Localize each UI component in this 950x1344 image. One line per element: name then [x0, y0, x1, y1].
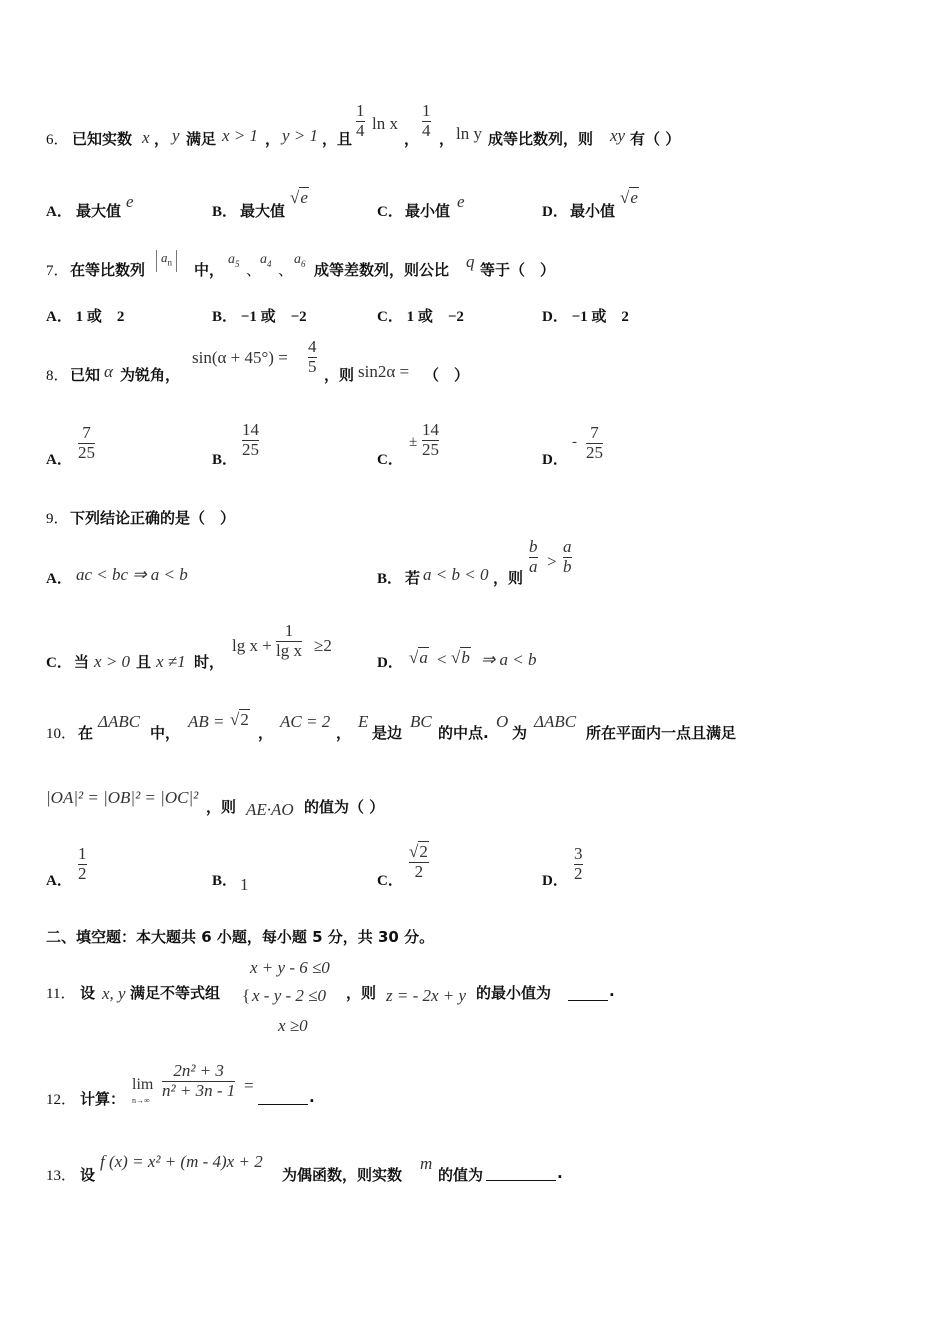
numerator: 7	[590, 423, 599, 442]
question-10	[46, 706, 906, 746]
question-11	[46, 956, 906, 1046]
sqrt-2: √2	[230, 710, 249, 729]
question-number: 9．	[46, 511, 69, 527]
numerator: b	[529, 537, 538, 556]
brace: {	[242, 986, 251, 1005]
question-text: 所在平面内一点且满足	[586, 724, 737, 742]
radicand: b	[461, 648, 470, 667]
question-text: 满足不等式组	[130, 984, 221, 1002]
less-than: <	[437, 650, 447, 669]
numerator: 2n² + 3	[173, 1061, 224, 1080]
math-expression: lg x +	[232, 636, 272, 655]
math-e: e	[126, 192, 134, 211]
denominator: 25	[78, 442, 95, 462]
question-text: 等于（ ）	[480, 261, 556, 279]
option-label: B．	[212, 204, 238, 220]
option-label: B．	[377, 571, 403, 587]
question-13	[46, 1148, 906, 1188]
math-expression: AB =	[188, 712, 225, 731]
numerator: 7	[82, 423, 91, 442]
question-text: ，则	[206, 798, 237, 816]
period: .	[557, 1164, 563, 1182]
math-expression: x > 0	[94, 652, 131, 671]
sqrt-e: √e	[290, 188, 308, 207]
numerator: 1	[422, 101, 431, 120]
question-text: 已知	[70, 366, 101, 384]
fraction	[78, 845, 87, 883]
section-heading: 二、填空题：本大题共 6 小题，每小题 5 分，共 30 分。	[46, 928, 435, 946]
math-vars: x, y	[102, 984, 126, 1003]
math-expression: ⇒ a < b	[481, 650, 537, 669]
option-label: B．	[212, 309, 238, 325]
option-text: 最大值	[240, 202, 286, 220]
question-text: 有（ ）	[630, 130, 681, 148]
option-label: D．	[542, 309, 568, 325]
separator: ，	[336, 724, 352, 742]
question-text: 的中点.	[438, 724, 489, 742]
option-label: C．	[377, 204, 403, 220]
math-expression: AC = 2	[280, 712, 331, 731]
sub: 6	[301, 258, 306, 269]
math-triangle: ΔABC	[98, 712, 141, 731]
separator: ，	[258, 724, 274, 742]
option-text: −1 或 2	[571, 309, 629, 325]
radicand: a	[419, 648, 428, 667]
option-text: 最大值	[76, 202, 122, 220]
question-text: 的值为	[438, 1166, 484, 1184]
math-xy: xy	[610, 126, 626, 145]
option-text: 最小值	[570, 202, 616, 220]
sign: ±	[409, 434, 418, 450]
question-number: 13．	[46, 1168, 77, 1184]
option-label: D．	[377, 655, 403, 671]
question-text: 设	[80, 1166, 96, 1184]
sequence-brace	[156, 250, 177, 272]
question-text: 已知实数	[72, 130, 133, 148]
question-text: ，且	[322, 130, 353, 148]
fraction	[308, 338, 317, 376]
math-m: m	[420, 1154, 433, 1173]
separator: ，	[265, 130, 281, 148]
question-text: 成等差数列，则公比	[314, 261, 450, 279]
math-dot-product: AE·AO	[246, 800, 294, 819]
denominator: 25	[586, 442, 603, 462]
greater-than: >	[547, 552, 557, 571]
denominator: 4	[356, 120, 365, 140]
numerator: 14	[242, 420, 259, 439]
math-expression: sin2α =	[358, 362, 410, 381]
math-expression: sin(α + 45°) =	[192, 348, 288, 367]
separator: ，	[154, 130, 170, 148]
option-label: D．	[542, 452, 568, 468]
answer-blank[interactable]	[568, 982, 608, 1001]
option-label: A．	[46, 309, 72, 325]
radicand: e	[630, 188, 638, 207]
separator: 、	[278, 261, 294, 279]
option-label: D．	[542, 873, 568, 889]
question-number: 11．	[46, 986, 76, 1002]
question-text: ，则	[324, 366, 355, 384]
option-a[interactable]	[46, 305, 124, 326]
fraction	[422, 102, 431, 140]
radicand: e	[300, 188, 308, 207]
math-o: O	[496, 712, 509, 731]
sqrt-e: √e	[620, 188, 638, 207]
option-label: B．	[212, 452, 238, 468]
math-e: E	[358, 712, 369, 731]
question-text: ，则	[346, 984, 377, 1002]
denominator: lg x	[276, 640, 302, 660]
question-number: 10．	[46, 726, 77, 742]
question-text: 成等比数列，则	[488, 130, 594, 148]
math-condition: y > 1	[282, 126, 319, 145]
option-label: C．	[46, 655, 72, 671]
option-label: C．	[377, 873, 403, 889]
limit-subscript: n→∞	[132, 1096, 150, 1105]
numerator: 1	[284, 621, 294, 640]
fraction	[242, 421, 259, 459]
denominator: 2	[78, 863, 87, 883]
math-q: q	[466, 252, 475, 271]
denominator: 25	[242, 439, 259, 459]
numerator: a	[563, 537, 572, 556]
math-bc: BC	[410, 712, 432, 731]
question-number: 12．	[46, 1092, 77, 1108]
inequality: x - y - 2 ≤0	[252, 986, 326, 1005]
radicand: 2	[240, 710, 249, 729]
numerator: 3	[574, 844, 583, 863]
math-function: f (x) = x² + (m - 4)x + 2	[100, 1152, 263, 1171]
sub: 4	[267, 258, 272, 269]
option-text: 当	[74, 653, 90, 671]
a: a	[294, 252, 301, 267]
question-text: 设	[80, 984, 96, 1002]
a: a	[228, 252, 235, 267]
period: .	[309, 1088, 315, 1106]
question-text: 下列结论正确的是（ ）	[70, 509, 236, 527]
math-ln-y: ln y	[456, 124, 482, 143]
option-label: D．	[542, 204, 568, 220]
math-objective: z = - 2x + y	[386, 986, 467, 1005]
term-a5	[228, 252, 240, 269]
option-text: −1 或 −2	[240, 309, 307, 325]
denominator: 25	[422, 439, 439, 459]
math-expression: x ≠1	[156, 652, 186, 671]
value: 1	[240, 875, 249, 894]
question-text: 是边	[372, 724, 403, 742]
option-text: 若	[405, 569, 421, 587]
fraction	[356, 102, 365, 140]
option-text: 1 或 −2	[406, 309, 464, 325]
question-text: 为	[512, 724, 528, 742]
denominator: n² + 3n - 1	[162, 1080, 236, 1100]
question-text: 的最小值为	[476, 984, 552, 1002]
question-number: 6．	[46, 132, 69, 148]
denominator: 2	[414, 861, 424, 881]
math-ln-x: ln x	[372, 114, 398, 133]
question-text: 在	[78, 724, 94, 742]
math-e: e	[457, 192, 465, 211]
separator: 、	[246, 261, 262, 279]
fraction	[78, 424, 95, 462]
option-text: 1 或 2	[75, 309, 125, 325]
fraction	[162, 1062, 235, 1100]
option-text: ，则	[493, 569, 524, 587]
sign: -	[572, 434, 577, 450]
math-triangle: ΔABC	[534, 712, 577, 731]
numerator: 1	[78, 844, 87, 863]
question-text: 满足	[186, 130, 217, 148]
option-d[interactable]	[542, 305, 629, 326]
question-text: 在等比数列	[70, 261, 146, 279]
question-number: 8．	[46, 368, 69, 384]
option-text: 且	[136, 653, 152, 671]
denominator: 4	[422, 120, 431, 140]
option-label: A．	[46, 204, 72, 220]
sqrt-b: √b	[451, 648, 470, 667]
option-label: A．	[46, 452, 72, 468]
math-expression: a < b < 0	[423, 565, 489, 584]
seq-sub: n	[167, 257, 172, 268]
term-a6	[294, 252, 306, 269]
fraction	[574, 845, 583, 883]
option-c[interactable]	[377, 305, 464, 326]
question-text: 中，	[194, 261, 225, 279]
option-b[interactable]	[212, 305, 307, 326]
option-label: B．	[212, 873, 238, 889]
math-y: y	[172, 126, 180, 145]
math-condition: x > 1	[222, 126, 259, 145]
option-label: C．	[377, 452, 403, 468]
term-a4	[260, 252, 272, 269]
math-x: x	[142, 128, 150, 147]
sqrt-2: √2	[409, 842, 428, 861]
fraction	[422, 421, 439, 459]
q9-row1	[46, 538, 896, 588]
question-12	[46, 1060, 906, 1120]
separator: ，	[439, 130, 455, 148]
denominator: b	[563, 556, 572, 576]
a: a	[260, 252, 267, 267]
fraction	[529, 538, 538, 576]
period: .	[609, 982, 615, 1000]
radicand: 2	[419, 842, 428, 861]
option-label: C．	[377, 309, 403, 325]
separator: ，	[404, 130, 420, 148]
numerator: 14	[422, 420, 439, 439]
question-number: 7．	[46, 263, 69, 279]
inequality: x ≥0	[278, 1016, 308, 1035]
denominator: 5	[308, 356, 317, 376]
question-text: 中，	[150, 724, 181, 742]
seq-a: a	[161, 250, 168, 265]
numerator: 4	[308, 337, 317, 356]
sqrt-a: √a	[409, 648, 428, 667]
fraction	[409, 843, 429, 881]
question-text: 的值为（ ）	[304, 798, 385, 816]
sub: 5	[235, 258, 240, 269]
math-equation: |OA|² = |OB|² = |OC|²	[46, 788, 199, 807]
math-expression: ≥2	[314, 636, 332, 655]
math-alpha: α	[104, 362, 113, 381]
denominator: a	[529, 556, 538, 576]
option-label: A．	[46, 873, 72, 889]
option-text: 最小值	[405, 202, 451, 220]
answer-blank[interactable]	[486, 1162, 556, 1181]
option-text: 时，	[194, 653, 225, 671]
equals: =	[244, 1076, 254, 1095]
question-text: 为锐角，	[120, 366, 181, 384]
question-text: （ ）	[424, 366, 470, 384]
math-expression: ac < bc ⇒ a < b	[76, 565, 188, 584]
limit: lim	[132, 1076, 154, 1093]
answer-blank[interactable]	[258, 1086, 308, 1105]
numerator: 1	[356, 101, 365, 120]
option-label: A．	[46, 571, 72, 587]
question-text: 为偶函数，则实数	[282, 1166, 403, 1184]
q9-row2	[46, 622, 896, 672]
denominator: 2	[574, 863, 583, 883]
fraction	[276, 622, 302, 660]
inequality: x + y - 6 ≤0	[250, 958, 330, 977]
question-text: 计算：	[80, 1090, 126, 1108]
fraction	[563, 538, 572, 576]
fraction	[586, 424, 603, 462]
